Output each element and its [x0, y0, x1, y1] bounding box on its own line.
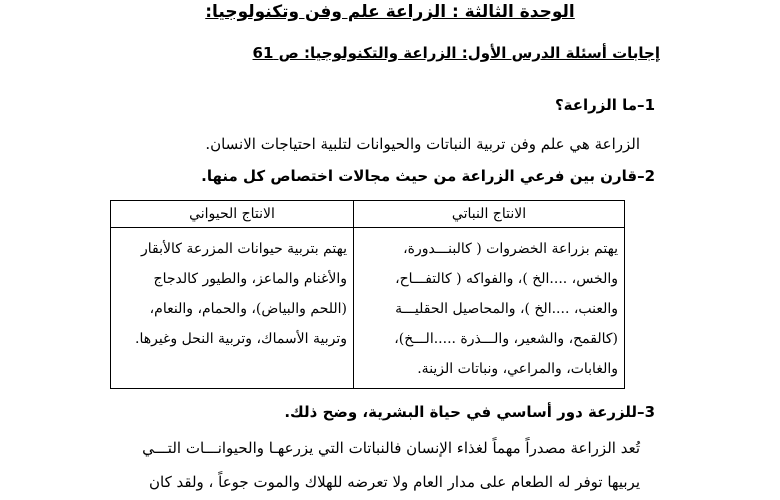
answer-1: الزراعة هي علم وفن تربية النباتات والحيوانات لتلبية احتياجات الانسان. — [205, 135, 640, 153]
plant-line: (كالقمح، والشعير، والـــذرة .....الـــخ)، — [394, 331, 618, 347]
question-1: 1–ما الزراعة؟ — [554, 96, 655, 114]
cell-plant-production — [354, 228, 625, 389]
plant-line: والخس، ....الخ )، والفواكه ( كالتفـــاح، — [395, 271, 618, 287]
comparison-table — [110, 200, 625, 389]
unit-title: الوحدة الثالثة : الزراعة علم وفن وتكنولوجيا: — [205, 2, 575, 22]
animal-line: والأغنام والماعز، والطيور كالدجاج — [153, 271, 347, 287]
plant-line: والغابات، والمراعي، ونباتات الزينة. — [417, 361, 618, 377]
header-plant-production: الانتاج النباتي — [354, 201, 625, 228]
header-animal-production: الانتاج الحيواني — [111, 201, 354, 228]
question-2: 2–قارن بين فرعي الزراعة من حيث مجالات اختصاص كل منها. — [201, 167, 655, 185]
cell-animal-production — [111, 228, 354, 389]
lesson-title: إجابات أسئلة الدرس الأول: الزراعة والتكنولوجيا: ص 61 — [252, 44, 660, 62]
animal-line: يهتم بتربية حيوانات المزرعة كالأبقار — [140, 241, 347, 257]
animal-line: وتربية الأسماك، وتربية النحل وغيرها. — [135, 331, 347, 347]
table-header-row — [111, 201, 625, 228]
table-row — [111, 228, 625, 389]
answer-3-line-2: يربيها توفر له الطعام على مدار العام ولا تعرضه للهلاك والموت جوعاً ، ولقد كان — [148, 473, 640, 491]
question-3: 3–للزرعة دور أساسي في حياة البشرية، وضح ذلك. — [284, 403, 655, 421]
plant-line: يهتم بزراعة الخضروات ( كالبنـــدورة، — [403, 241, 618, 257]
answer-3-line-1: تُعد الزراعة مصدراً مهماً لغذاء الإنسان فالنباتات التي يزرعهـا والحيوانـــات التـــي — [142, 439, 640, 457]
animal-line: (اللحم والبياض)، والحمام، والنعام، — [149, 301, 347, 317]
plant-line: والعنب، ....الخ )، والمحاصيل الحقليـــة — [395, 301, 618, 317]
